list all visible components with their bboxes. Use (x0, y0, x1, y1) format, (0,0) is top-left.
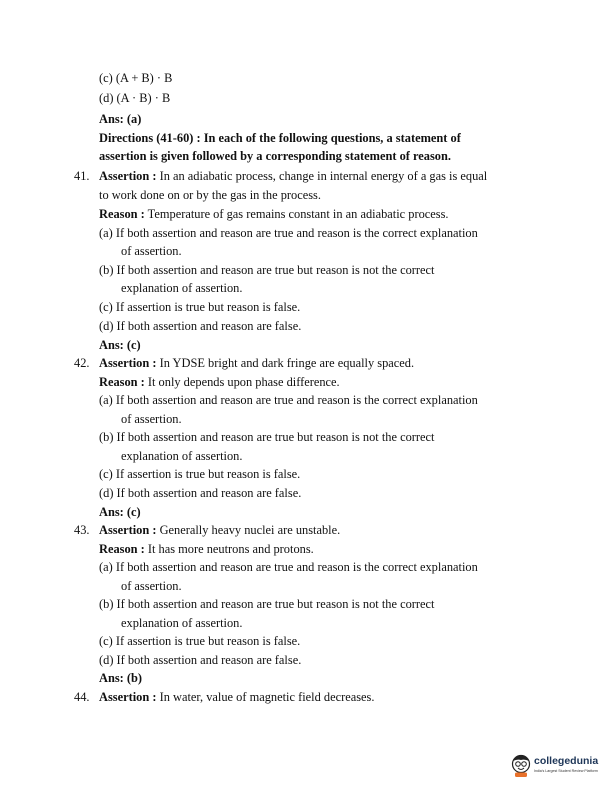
assertion-text: In water, value of magnetic field decreases. (159, 690, 375, 704)
answer: Ans: (a) (99, 112, 142, 126)
reason-label: Reason : (99, 375, 145, 389)
reason-line (99, 206, 449, 222)
option-c: (c) If assertion is true but reason is false. (99, 467, 301, 481)
brand-tagline: India's Largest Student Review Platform (534, 769, 598, 773)
question-number: 42. (74, 356, 90, 370)
directions-line: assertion is given followed by a corresponding statement of reason. (99, 149, 451, 163)
option-a-cont: of assertion. (121, 579, 182, 593)
assertion-label: Assertion : (99, 169, 157, 183)
option-a-cont: of assertion. (121, 412, 182, 426)
question-number: 41. (74, 169, 90, 183)
option-d: (d) If both assertion and reason are false. (99, 486, 302, 500)
option-b: (b) If both assertion and reason are true but reason is not the correct (99, 597, 435, 611)
reason-line (99, 374, 340, 390)
directions-line: Directions (41-60) : In each of the following questions, a statement of (99, 131, 461, 145)
answer: Ans: (c) (99, 338, 141, 352)
question-number: 43. (74, 523, 90, 537)
option-b: (b) If both assertion and reason are true but reason is not the correct (99, 430, 435, 444)
option-d: (d) If both assertion and reason are false. (99, 319, 302, 333)
option-b: (b) If both assertion and reason are true but reason is not the correct (99, 263, 435, 277)
option-b-cont: explanation of assertion. (121, 449, 243, 463)
brand-name: collegedunia (534, 755, 599, 767)
reason-text: It only depends upon phase difference. (147, 375, 340, 389)
option-c: (c) (A + B) · B (99, 71, 173, 85)
option-a-cont: of assertion. (121, 244, 182, 258)
option-b-cont: explanation of assertion. (121, 281, 243, 295)
reason-label: Reason : (99, 542, 145, 556)
question-number: 44. (74, 690, 90, 704)
option-a: (a) If both assertion and reason are true and reason is the correct explanation (99, 560, 478, 574)
assertion-text: In YDSE bright and dark fringe are equally spaced. (159, 356, 415, 370)
assertion-line (99, 689, 374, 705)
option-b-cont: explanation of assertion. (121, 616, 243, 630)
assertion-text: In an adiabatic process, change in internal energy of a gas is equal (159, 169, 488, 183)
option-a: (a) If both assertion and reason are true and reason is the correct explanation (99, 393, 478, 407)
mascot-icon (510, 754, 532, 778)
assertion-label: Assertion : (99, 523, 157, 537)
option-d: (d) If both assertion and reason are false. (99, 653, 302, 667)
answer: Ans: (c) (99, 505, 141, 519)
answer: Ans: (b) (99, 671, 143, 685)
option-c: (c) If assertion is true but reason is false. (99, 634, 301, 648)
assertion-text: Generally heavy nuclei are unstable. (159, 523, 341, 537)
reason-label: Reason : (99, 207, 145, 221)
brand-logo[interactable] (510, 752, 606, 782)
assertion-line (99, 168, 487, 184)
assertion-line (99, 522, 340, 538)
option-a: (a) If both assertion and reason are true and reason is the correct explanation (99, 226, 478, 240)
reason-text: It has more neutrons and protons. (147, 542, 314, 556)
assertion-text: to work done on or by the gas in the process. (99, 188, 321, 202)
reason-text: Temperature of gas remains constant in an adiabatic process. (147, 207, 449, 221)
assertion-line (99, 355, 414, 371)
assertion-label: Assertion : (99, 690, 157, 704)
assertion-label: Assertion : (99, 356, 157, 370)
option-d: (d) (A · B) · B (99, 91, 171, 105)
reason-line (99, 541, 314, 557)
option-c: (c) If assertion is true but reason is false. (99, 300, 301, 314)
